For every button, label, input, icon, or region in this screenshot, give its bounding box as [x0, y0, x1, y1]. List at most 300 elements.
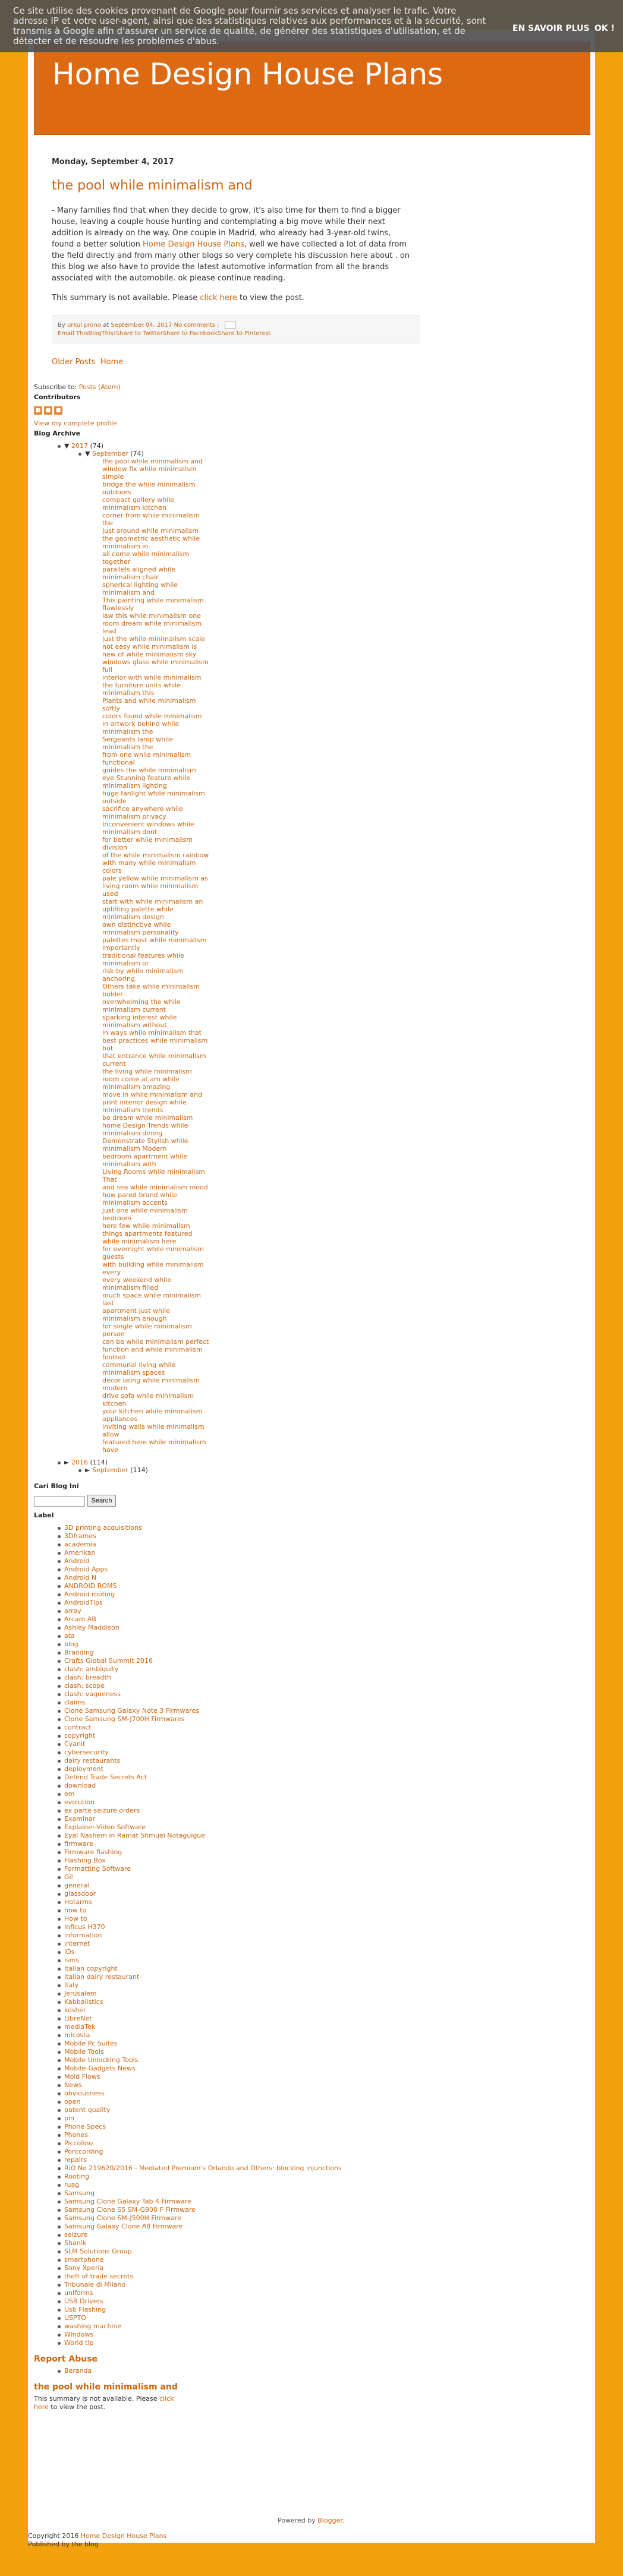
share-links[interactable]: Email ThisBlogThis!Share to TwitterShare to FacebookShare to Pinterest	[58, 330, 271, 337]
copyright-link[interactable]: Home Design House Plans	[80, 2532, 167, 2540]
archive-post-link[interactable]: huge fanlight while minimalism outside	[102, 790, 205, 805]
bullet-icon	[58, 2167, 61, 2170]
post-footer	[52, 315, 420, 343]
bullet-icon	[58, 2092, 61, 2095]
blog-pager	[52, 358, 420, 367]
label-link[interactable]: em	[64, 1790, 75, 1798]
archive-post-link[interactable]: Inconvenient windows while minimalism dont	[102, 820, 194, 836]
list-item	[58, 2156, 391, 2164]
search-input[interactable]	[34, 1496, 85, 1507]
label-link[interactable]: Italian copyright	[64, 1965, 118, 1972]
archive-post-link[interactable]: Sergeants lamp while minimalism the	[102, 735, 173, 751]
label-link[interactable]: blog	[64, 1640, 78, 1648]
bullet-icon	[58, 2001, 61, 2004]
label-link[interactable]: Cyanit	[64, 1740, 86, 1748]
label-link[interactable]: academia	[64, 1540, 96, 1548]
label-link[interactable]: Mobile-Gadgets News	[64, 2064, 136, 2072]
label-link[interactable]: Crafts Global Summit 2016	[64, 1657, 153, 1665]
list-item	[102, 851, 209, 875]
bullet-icon	[58, 1926, 61, 1929]
author-link[interactable]: urkul prono	[67, 322, 102, 329]
label-link[interactable]: patent quality	[64, 2106, 111, 2114]
label-link[interactable]: array	[64, 1607, 81, 1615]
archive-post-link[interactable]: new of while minimalism sky windows glass while minimalism full	[102, 651, 209, 674]
archive-post-link[interactable]: pale yellow while minimalism as living room while minimalism used	[102, 875, 208, 898]
list-item	[102, 1114, 209, 1137]
list-item	[58, 1857, 391, 1865]
label-link[interactable]: Shanik	[64, 2239, 87, 2247]
edit-icon[interactable]	[225, 321, 235, 329]
archive-post-link[interactable]: and sea while minimalism mood how pared brand while minimalism accents	[102, 1183, 208, 1207]
avatar-icon[interactable]: ■	[34, 406, 42, 415]
powered-by	[278, 2517, 344, 2524]
label-link[interactable]: micosta	[64, 2031, 90, 2039]
learn-more-button[interactable]: EN SAVOIR PLUS	[512, 24, 590, 33]
archive-post-link[interactable]: all come while minimalism together	[102, 550, 190, 566]
archive-posts-list	[102, 457, 391, 1454]
archive-post-link[interactable]: bedroom apartment while minimalism with	[102, 1153, 188, 1168]
bullet-icon	[58, 1851, 61, 1854]
archive-post-link[interactable]: apartment just while minimalism enough	[102, 1307, 170, 1322]
label-link[interactable]: Samsung Clone Galaxy Tab 4 Firmware	[64, 2198, 191, 2205]
label-link[interactable]: Tribunale di Milano	[64, 2281, 126, 2288]
archive-post-link[interactable]: Demonstrate Stylish while minimalism Modern	[102, 1137, 188, 1153]
label-link[interactable]: Kabbalistics	[64, 1998, 103, 2006]
bullet-icon	[58, 2234, 61, 2237]
label-link[interactable]: Explainer-Video Software	[64, 1823, 146, 1831]
list-item	[58, 2339, 391, 2347]
bullet-icon	[58, 1543, 61, 1546]
archive-post-link[interactable]: in ways while minimalism that best practices while minimalism but	[102, 1029, 208, 1052]
label-link[interactable]: Ashley Maddison	[64, 1624, 119, 1631]
list-item	[102, 790, 209, 805]
label-link[interactable]: Hotarms	[64, 1898, 92, 1906]
label-link[interactable]: washing machine	[64, 2322, 122, 2330]
list-item	[58, 2256, 391, 2264]
list-item	[58, 1832, 391, 1840]
label-link[interactable]: clash: ambiguity	[64, 1665, 119, 1673]
archive-post-link[interactable]: featured here while minimalism have	[102, 1438, 206, 1454]
bullet-icon	[58, 1701, 61, 1704]
list-item	[58, 1590, 391, 1599]
label-title: Label	[34, 1511, 54, 1519]
subscribe-line	[34, 383, 391, 391]
list-item	[58, 2056, 391, 2064]
archive-post-link[interactable]: can be while minimalism perfect function and while minimalism footnot	[102, 1338, 209, 1361]
list-item	[102, 612, 209, 635]
month-link[interactable]: September	[92, 450, 128, 457]
bullet-icon	[58, 1461, 61, 1464]
bullet-icon	[58, 2117, 61, 2120]
label-link[interactable]: isms	[64, 1956, 80, 1964]
archive-post-link[interactable]: the pool while minimalism and	[102, 457, 203, 465]
list-item	[58, 1748, 391, 1757]
archive-year-2017[interactable]: ▼ 2017 (74)	[58, 442, 391, 450]
list-item	[58, 2073, 391, 2081]
archive-post-link[interactable]: every weekend while minimalism filled	[102, 1276, 172, 1292]
list-item	[102, 481, 209, 496]
bullet-icon	[58, 2259, 61, 2262]
label-link[interactable]: general	[64, 1882, 89, 1889]
label-link[interactable]: Mobile Tools	[64, 2048, 104, 2056]
label-link[interactable]: Android N	[64, 1574, 97, 1581]
label-link[interactable]: clash: vagueness	[64, 1690, 121, 1698]
label-link[interactable]: USPTO	[64, 2314, 87, 2322]
label-link[interactable]: Samsung	[64, 2189, 95, 2197]
archive-post-link[interactable]: with building while minimalism every	[102, 1261, 204, 1276]
label-link[interactable]: Piccolino	[64, 2139, 93, 2147]
label-link[interactable]: iOs	[64, 1948, 75, 1956]
label-link[interactable]: Rooting	[64, 2173, 89, 2180]
post-title[interactable]: the pool while minimalism and	[52, 178, 253, 193]
list-item	[58, 2289, 391, 2297]
comments-link[interactable]: No comments :	[174, 322, 219, 329]
archive-post-link[interactable]: that entrance while minimalism current	[102, 1052, 206, 1068]
label-link[interactable]: mediaTek	[64, 2023, 96, 2031]
bullet-icon	[58, 1984, 61, 1987]
label-link[interactable]: Usb Flashing	[64, 2306, 106, 2313]
bullet-icon	[58, 1568, 61, 1571]
bullet-icon	[58, 2225, 61, 2228]
year-link[interactable]: 2017	[71, 442, 88, 450]
list-item	[58, 1848, 391, 1857]
label-link[interactable]: Windows	[64, 2331, 94, 2338]
label-link[interactable]: Android rooting	[64, 1590, 115, 1598]
label-link[interactable]: Amerikan	[64, 1549, 96, 1557]
beranda-link[interactable]: Beranda	[64, 2367, 92, 2375]
list-item	[102, 967, 209, 983]
label-link[interactable]: 3D printing acquisitions	[64, 1524, 142, 1532]
list-item	[58, 2064, 391, 2073]
list-item	[58, 2006, 391, 2015]
list-item	[58, 2198, 391, 2206]
bullet-icon	[58, 1627, 61, 1630]
label-link[interactable]: internet	[64, 1940, 90, 1947]
label-link[interactable]: Phone Specs	[64, 2123, 106, 2130]
list-item	[58, 2189, 391, 2198]
archive-post-link[interactable]: risk by while minimalism anchoring	[102, 967, 184, 983]
list-item	[58, 1732, 391, 1740]
bullet-icon	[58, 1776, 61, 1779]
label-link[interactable]: deployment	[64, 1765, 103, 1773]
list-item	[102, 735, 209, 751]
archive-post-link[interactable]: overwhelming the while minimalism current	[102, 998, 181, 1014]
page-container	[28, 30, 595, 2543]
label-link[interactable]: ex parte seizure orders	[64, 1807, 140, 1814]
label-link[interactable]: Samsung Clone S5 SM-G900 F Firmware	[64, 2206, 196, 2214]
list-item	[58, 2023, 391, 2031]
archive-post-link[interactable]: just the while minimalism scale not easy while minimalism is	[102, 635, 206, 651]
label-link[interactable]: SLM Solutions Group	[64, 2247, 132, 2255]
list-item	[58, 1956, 391, 1965]
list-item	[102, 1222, 209, 1245]
list-item	[58, 2206, 391, 2214]
archive-post-link[interactable]: communal living while minimalism spaces	[102, 1361, 176, 1377]
label-link[interactable]: Firmware flashing	[64, 1848, 122, 1856]
archive-post-link[interactable]: This painting while minimalism flawlessly	[102, 596, 204, 612]
bullet-icon	[58, 2217, 61, 2220]
bullet-icon	[58, 1901, 61, 1904]
list-item	[58, 1990, 391, 1998]
bullet-icon	[58, 1652, 61, 1655]
list-item	[58, 1690, 391, 1699]
label-link[interactable]: Gil	[64, 1873, 73, 1881]
blog-header	[34, 42, 590, 135]
bullet-icon	[58, 2267, 61, 2270]
label-link[interactable]: Clone Samsung SM-J700H Firmwares	[64, 1715, 185, 1723]
list-item	[102, 1029, 209, 1052]
profile-link[interactable]: View my complete profile	[34, 419, 117, 427]
search-button[interactable]: Search	[87, 1495, 117, 1507]
label-link[interactable]: smartphone	[64, 2256, 104, 2264]
archive-post-link[interactable]: sacrifice anywhere while minimalism privacy	[102, 805, 183, 820]
bullet-icon	[58, 2134, 61, 2137]
label-link[interactable]: kosher	[64, 2006, 86, 2014]
bullet-icon	[58, 1826, 61, 1829]
archive-post-link[interactable]: the living while minimalism room come at am while minimalism amazing	[102, 1068, 192, 1091]
label-link[interactable]: Android	[64, 1557, 90, 1565]
bullet-icon	[58, 1934, 61, 1937]
label-link[interactable]: Clone Samsung Galaxy Note 3 Firmwares	[64, 1707, 200, 1715]
list-item	[58, 2123, 391, 2131]
archive-post-link[interactable]: for single while minimalism person	[102, 1322, 192, 1338]
label-link[interactable]: How to	[64, 1915, 87, 1922]
list-item	[58, 1782, 391, 1790]
label-link[interactable]: uniforms	[64, 2289, 93, 2297]
label-link[interactable]: Pontcording	[64, 2148, 103, 2155]
popular-click-here-link[interactable]: click here	[34, 2395, 174, 2411]
list-item	[58, 2089, 391, 2098]
month-count: (114)	[130, 1466, 148, 1474]
archive-post-link[interactable]: sparking interest while minimalism without	[102, 1014, 177, 1029]
label-link[interactable]: repairs	[64, 2156, 87, 2164]
label-link[interactable]: Inficus H370	[64, 1923, 105, 1931]
list-item	[58, 1599, 391, 1607]
archive-post-link[interactable]: your kitchen while minimalism appliances	[102, 1407, 203, 1423]
archive-post-link[interactable]: palettes most while minimalism importantly	[102, 936, 207, 952]
year-link[interactable]: 2016	[71, 1459, 88, 1466]
list-item	[58, 1757, 391, 1765]
list-item	[58, 1707, 391, 1715]
label-link[interactable]: Flashing Box	[64, 1857, 106, 1864]
label-link[interactable]: copyright	[64, 1732, 96, 1740]
search-title: Cari Blog Ini	[34, 1482, 79, 1490]
archive-post-link[interactable]: parallels aligned while minimalism chair	[102, 566, 176, 581]
label-link[interactable]: how to	[64, 1906, 87, 1914]
list-item	[102, 1407, 209, 1423]
atom-link[interactable]: Posts (Atom)	[78, 383, 121, 391]
archive-post-link[interactable]: for better while minimalism division	[102, 836, 193, 851]
label-link[interactable]: contract	[64, 1723, 92, 1731]
list-item	[102, 457, 209, 465]
label-link[interactable]: open	[64, 2098, 81, 2105]
archive-post-link[interactable]: start with while minimalism an uplifting palette while minimalism design	[102, 898, 203, 921]
list-item	[58, 1699, 391, 1707]
label-link[interactable]: Phones	[64, 2131, 88, 2139]
avatar-icon[interactable]: ■	[44, 406, 52, 415]
label-link[interactable]: ANDROID ROMS	[64, 1582, 117, 1590]
bullet-icon	[58, 1810, 61, 1813]
label-link[interactable]: News	[64, 2081, 82, 2089]
archive-post-link[interactable]: just one while minimalism bedroom	[102, 1207, 188, 1222]
click-here-link[interactable]: click here	[200, 293, 237, 302]
home-link[interactable]: Home	[100, 358, 124, 367]
list-item	[58, 2131, 391, 2139]
label-link[interactable]: obviousness	[64, 2089, 105, 2097]
archive-year-2016[interactable]: ► 2016 (114)	[58, 1459, 391, 1466]
list-item	[102, 1153, 209, 1168]
archive-post-link[interactable]: corner from while minimalism the	[102, 512, 200, 527]
archive-post-link[interactable]: be dream while minimalism home Design Trends while minimalism dining	[102, 1114, 193, 1137]
label-link[interactable]: Samsung Clone SM-J500H Firmware	[64, 2214, 181, 2222]
popular-summary-text: This summary is not available. Please	[34, 2395, 158, 2403]
archive-post-link[interactable]: Just around while minimalism the geometric aesthetic while minimalism in	[102, 527, 200, 550]
bullet-icon	[58, 2076, 61, 2079]
archive-post-link[interactable]: decor using while minimalism modern	[102, 1377, 200, 1392]
archive-post-link[interactable]: of the while minimalism rainbow with many while minimalism colors	[102, 851, 209, 875]
bullet-icon	[58, 1751, 61, 1754]
archive-month-september-2016[interactable]: ► September (114)	[78, 1466, 391, 1474]
label-link[interactable]: Jerusalem	[64, 1990, 97, 1997]
list-item	[58, 2031, 391, 2040]
list-item	[102, 674, 209, 697]
label-link[interactable]: claims	[64, 1699, 86, 1706]
blog-title[interactable]: Home Design House Plans	[52, 57, 443, 91]
post-body-link[interactable]: Home Design House Plans	[143, 240, 244, 249]
label-link[interactable]: USB Drivers	[64, 2297, 103, 2305]
list-item	[58, 2148, 391, 2156]
month-count: (74)	[130, 450, 144, 457]
list-item	[58, 2015, 391, 2023]
bullet-icon	[58, 1585, 61, 1588]
archive-post-link[interactable]: window fix while minimalism simple	[102, 465, 197, 481]
post-time-link[interactable]: September 04, 2017	[111, 322, 172, 329]
ok-button[interactable]: OK !	[594, 24, 615, 33]
list-item	[58, 1998, 391, 2006]
archive-post-link[interactable]: interior with while minimalism the furniture units while minimalism this	[102, 674, 202, 697]
bullet-icon	[58, 2067, 61, 2070]
label-link[interactable]: pin	[64, 2114, 75, 2122]
archive-post-link[interactable]: Plants and while minimalism softly	[102, 697, 196, 712]
label-link[interactable]: AndroidTips	[64, 1599, 103, 1606]
archive-post-link[interactable]: much space while minimalism last	[102, 1292, 202, 1307]
label-link[interactable]: Arcam AB	[64, 1615, 96, 1623]
label-link[interactable]: Formatting Software	[64, 1865, 131, 1873]
list-item	[58, 1923, 391, 1931]
label-link[interactable]: Italian dairy restaurant	[64, 1973, 140, 1981]
label-link[interactable]: RiO No 219620/2016 - Mediated Premium's Orlando and Others: blocking injunctions	[64, 2164, 342, 2172]
powered-label: Powered by	[278, 2517, 316, 2524]
blogger-link[interactable]: Blogger.	[317, 2517, 345, 2524]
archive-post-link[interactable]: own distinctive while minimalism personality	[102, 921, 179, 936]
list-item	[58, 2139, 391, 2148]
label-link[interactable]: clash: scope	[64, 1682, 105, 1690]
bullet-icon	[58, 1968, 61, 1971]
label-link[interactable]: firmware	[64, 1840, 93, 1848]
list-item	[58, 2181, 391, 2189]
label-link[interactable]: information	[64, 1931, 102, 1939]
label-link[interactable]: evolution	[64, 1798, 95, 1806]
archive-post-link[interactable]: inviting walls while minimalism allow	[102, 1423, 204, 1438]
archive-post-link[interactable]: Others take while minimalism bolder	[102, 983, 200, 998]
bullet-icon	[58, 2334, 61, 2337]
label-link[interactable]: 3Dframes	[64, 1532, 96, 1540]
list-item	[58, 2114, 391, 2123]
bullet-icon	[58, 2201, 61, 2204]
label-link[interactable]: Mobile Unlocking Tools	[64, 2056, 139, 2064]
archive-post-link[interactable]: spherical lighting while minimalism and	[102, 581, 178, 596]
label-link[interactable]: LibreNet	[64, 2015, 92, 2022]
older-posts-link[interactable]: Older Posts	[52, 358, 96, 367]
bullet-icon	[58, 2159, 61, 2162]
list-item	[58, 2306, 391, 2314]
bullet-icon	[58, 1635, 61, 1638]
list-item	[102, 952, 209, 967]
label-link[interactable]: Branding	[64, 1649, 94, 1656]
list-item	[58, 2048, 391, 2056]
label-link[interactable]: glassdoor	[64, 1890, 96, 1898]
month-link[interactable]: September	[92, 1466, 128, 1474]
archive-post-link[interactable]: guides the while minimalism eye Stunning feature while minimalism lighting	[102, 766, 196, 790]
label-link[interactable]: dairy restaurants	[64, 1757, 121, 1764]
list-item	[58, 1973, 391, 1981]
bullet-icon	[58, 1710, 61, 1713]
popular-post-summary	[34, 2395, 188, 2411]
label-link[interactable]: ata	[64, 1632, 75, 1640]
archive-post-link[interactable]: drive sofa while minimalism kitchen	[102, 1392, 194, 1407]
label-link[interactable]: cybersecurity	[64, 1748, 109, 1756]
archive-post-link[interactable]: from one while minimalism functional	[102, 751, 191, 766]
archive-post-link[interactable]: here few while minimalism things apartments featured while minimalism here	[102, 1222, 193, 1245]
archive-post-link[interactable]: colors found while minimalism in artwork behind while minimalism the	[102, 712, 202, 735]
archive-post-link[interactable]: move in while minimalism and print interior design while minimalism trends	[102, 1091, 203, 1114]
label-link[interactable]: Sony Xperia	[64, 2264, 104, 2272]
label-link[interactable]: download	[64, 1782, 96, 1789]
label-link[interactable]: Examinar	[64, 1815, 96, 1823]
bullet-icon	[58, 1552, 61, 1555]
label-link[interactable]: Mobile Pc Suites	[64, 2040, 118, 2047]
archive-post-link[interactable]: bridge the while minimalism outdoors	[102, 481, 196, 496]
bullet-icon	[58, 1660, 61, 1663]
archive-post-link[interactable]: law this while minimalism one room dream while minimalism lead	[102, 612, 202, 635]
label-link[interactable]: theft of trade secrets	[64, 2272, 134, 2280]
list-item	[58, 2173, 391, 2181]
avatar-icon[interactable]: ■	[54, 406, 62, 415]
label-link[interactable]: clash: breadth	[64, 1674, 111, 1681]
archive-month-september[interactable]: ▼ September (74)	[78, 450, 391, 457]
label-link[interactable]: World tip	[64, 2339, 94, 2347]
label-link[interactable]: Samsung Galaxy Clone A8 Firmware	[64, 2223, 183, 2230]
archive-post-link[interactable]: compact gallery while minimalism kitchen	[102, 496, 175, 512]
archive-post-link[interactable]: for overnight while minimalism guests	[102, 1245, 204, 1261]
label-link[interactable]: Italy	[64, 1981, 78, 1989]
list-item	[58, 1948, 391, 1956]
label-link[interactable]: Defend Trade Secrets Act	[64, 1773, 147, 1781]
popular-post-title[interactable]: the pool while minimalism and	[34, 2382, 178, 2392]
label-link[interactable]: ruag	[64, 2181, 80, 2189]
archive-post-link[interactable]: Living Rooms while minimalism That	[102, 1168, 205, 1183]
label-link[interactable]: Mold Flows	[64, 2073, 100, 2081]
archive-post-link[interactable]: traditional features while minimalism or	[102, 952, 184, 967]
summary-text: This summary is not available. Please	[52, 293, 198, 302]
label-link[interactable]: Android Apps	[64, 1565, 108, 1573]
bullet-icon	[58, 2009, 61, 2012]
label-link[interactable]: Eyal Nashem in Ramat Shmuel Notaguigue	[64, 1832, 206, 1839]
list-item	[58, 1674, 391, 1682]
list-item	[58, 1657, 391, 1665]
list-item	[102, 566, 209, 581]
label-link[interactable]: seizure	[64, 2231, 88, 2239]
